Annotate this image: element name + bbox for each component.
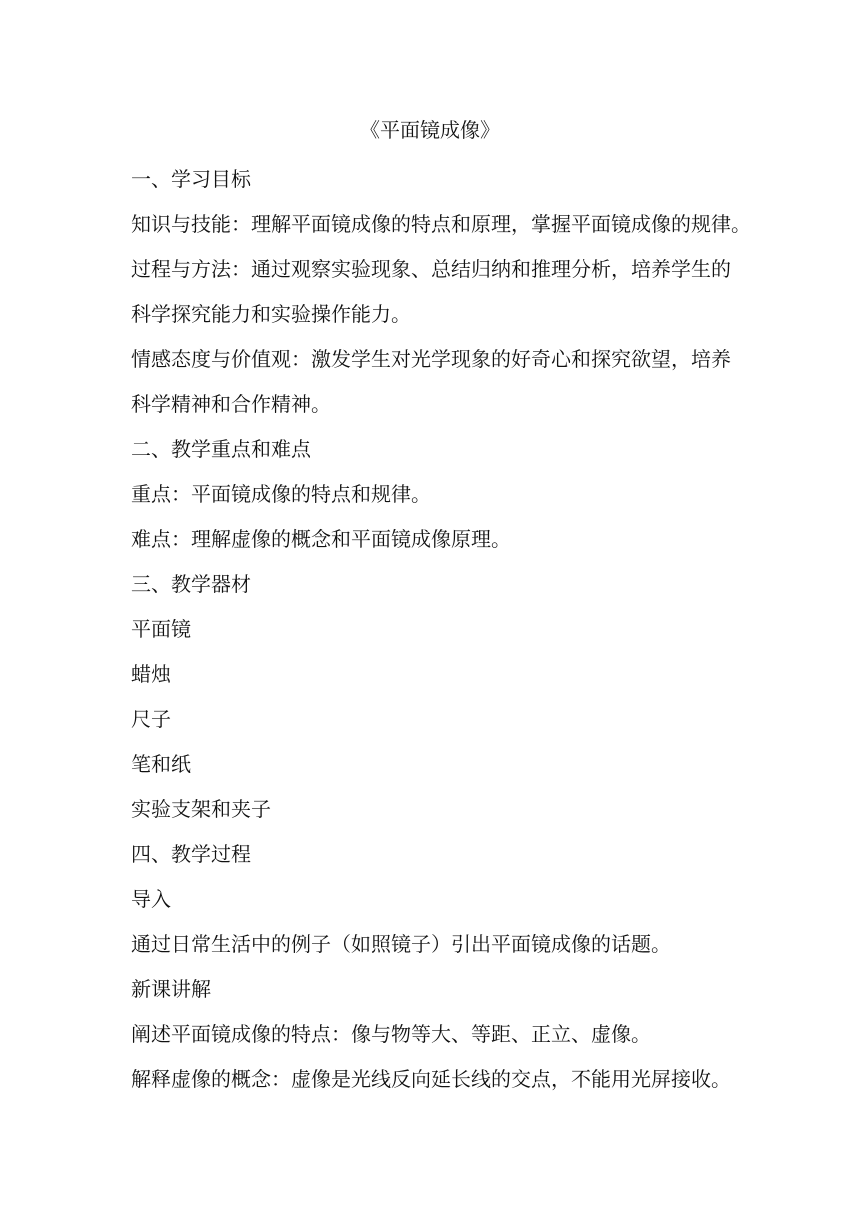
section-heading-focus: 二、教学重点和难点 [131, 437, 311, 461]
goal-attitude-line2: 科学精神和合作精神。 [131, 392, 331, 416]
document-body [131, 157, 751, 1102]
material-item: 尺子 [131, 707, 171, 731]
lesson-point-characteristics: 阐述平面镜成像的特点：像与物等大、等距、正立、虚像。 [131, 1022, 651, 1046]
goal-process-line2: 科学探究能力和实验操作能力。 [131, 302, 411, 326]
material-item: 实验支架和夹子 [131, 797, 271, 821]
section-heading-materials: 三、教学器材 [131, 572, 251, 596]
material-item: 平面镜 [131, 617, 191, 641]
intro-text: 通过日常生活中的例子（如照镜子）引出平面镜成像的话题。 [131, 932, 671, 956]
material-item: 蜡烛 [131, 662, 171, 686]
focus-difficulty: 难点：理解虚像的概念和平面镜成像原理。 [131, 527, 511, 551]
document-title: 《平面镜成像》 [360, 118, 500, 142]
section-heading-process: 四、教学过程 [131, 842, 251, 866]
subheading-intro: 导入 [131, 887, 171, 911]
goal-process-line1: 过程与方法：通过观察实验现象、总结归纳和推理分析，培养学生的 [131, 257, 731, 281]
section-heading-goals: 一、学习目标 [131, 167, 251, 191]
focus-key: 重点：平面镜成像的特点和规律。 [131, 482, 431, 506]
goal-attitude-line1: 情感态度与价值观：激发学生对光学现象的好奇心和探究欲望，培养 [131, 347, 731, 371]
goal-knowledge: 知识与技能：理解平面镜成像的特点和原理，掌握平面镜成像的规律。 [131, 212, 751, 236]
material-item: 笔和纸 [131, 752, 191, 776]
lesson-point-virtual-image: 解释虚像的概念：虚像是光线反向延长线的交点，不能用光屏接收。 [131, 1067, 731, 1091]
subheading-lesson: 新课讲解 [131, 977, 211, 1001]
